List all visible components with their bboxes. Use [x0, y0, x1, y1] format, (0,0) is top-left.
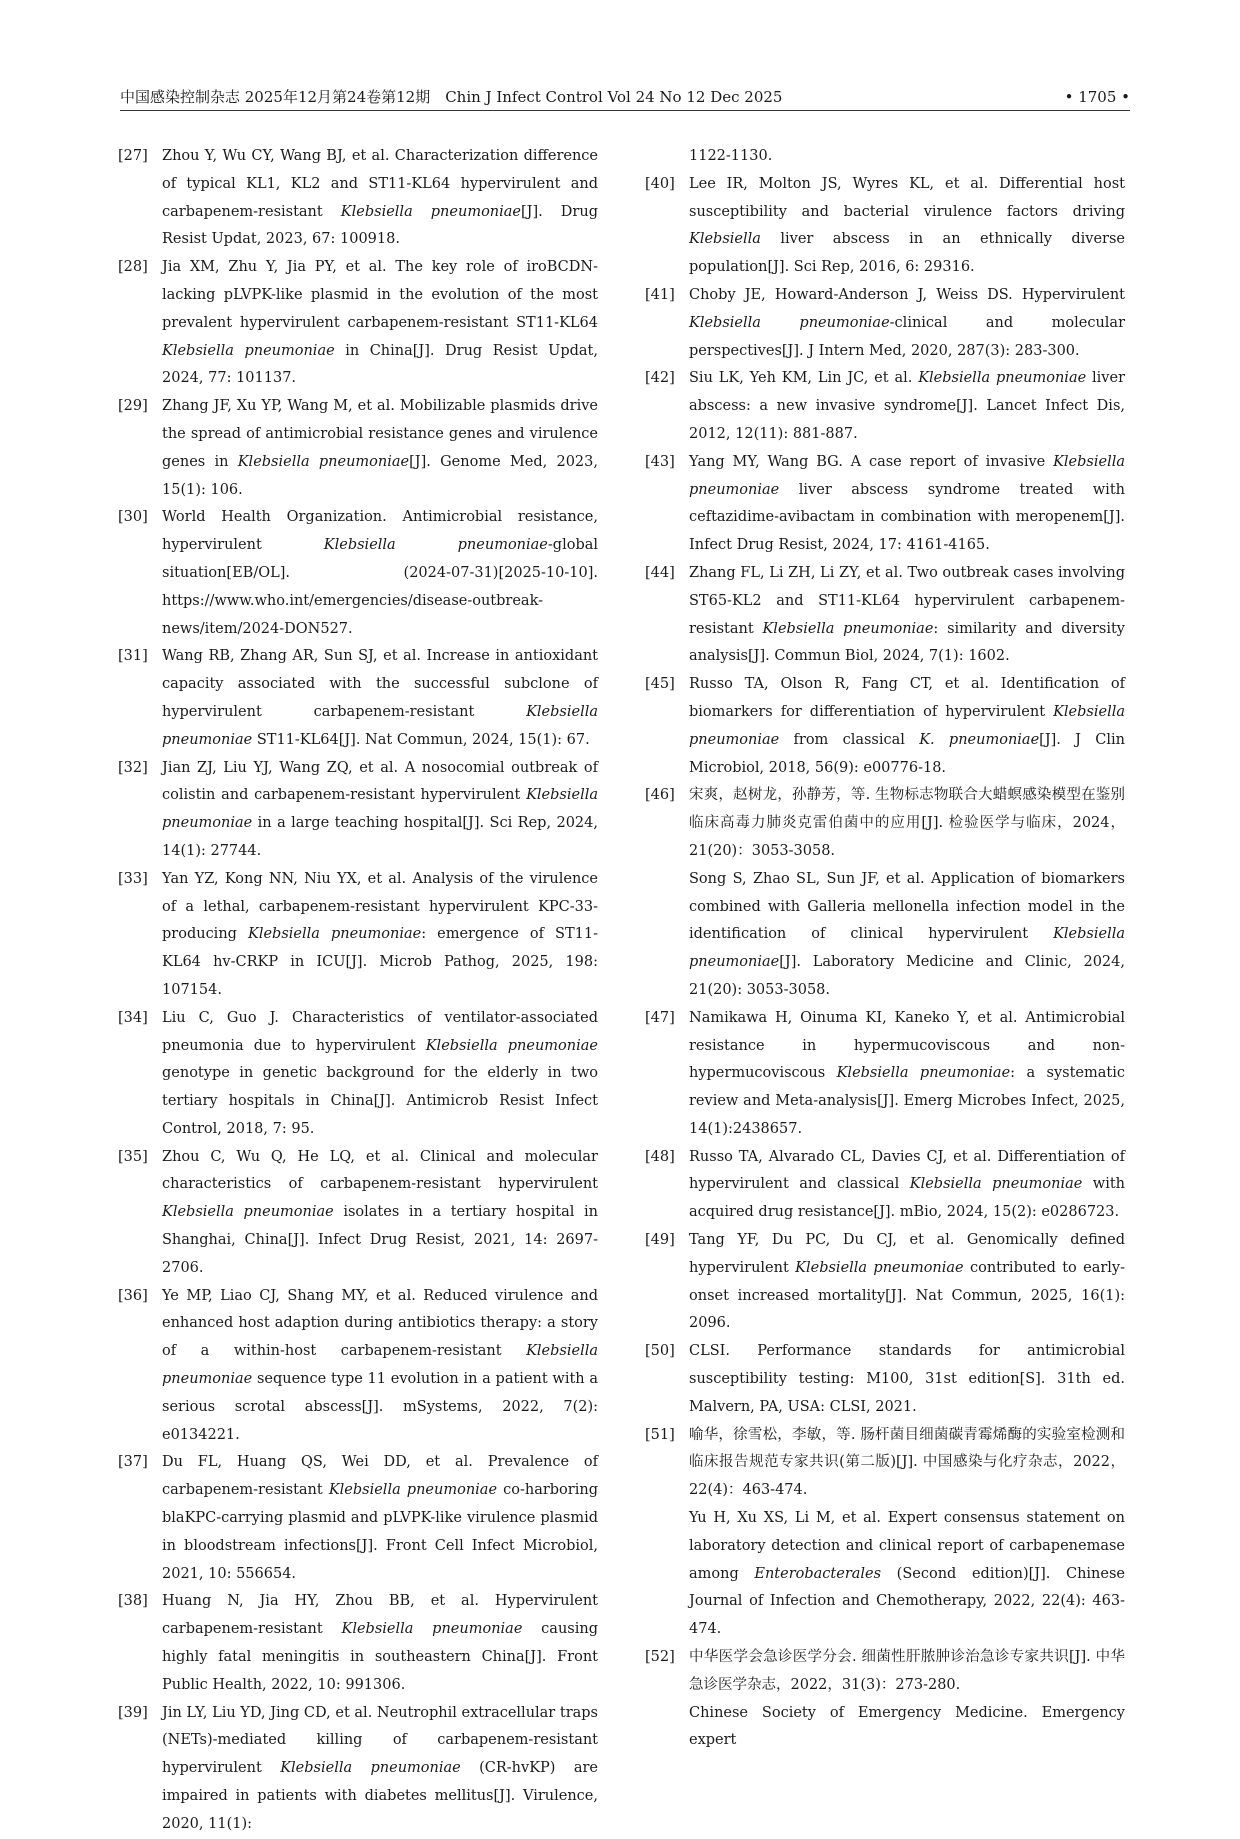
reference-number: [48] — [645, 1148, 675, 1165]
reference-number: [42] — [645, 370, 675, 387]
reference-fragment: Zhang JF, Xu YP, Wang M, et al. Mobilizable plasmids drive the spread of antimicrobial resistance genes and virulence genes in — [162, 398, 598, 470]
reference-fragment: Zhou Y, Wu CY, Wang BJ, et al. Characterization difference of typical KL1, KL2 and ST11-KL64 hypervirulent and carbapenem-resistant — [162, 148, 598, 220]
species-name: Klebsiella pneumoniae — [689, 453, 1125, 498]
reference-text — [162, 1283, 598, 1450]
reference-text — [689, 365, 1125, 448]
reference-fragment: 1122-1130. — [689, 148, 773, 164]
reference-text — [689, 171, 1125, 282]
species-name: Klebsiella — [689, 231, 761, 248]
reference-entry — [645, 365, 1125, 448]
reference-text — [689, 1505, 1125, 1644]
reference-fragment: Russo TA, Olson R, Fang CT, et al. Identification of biomarkers for differentiation of hypervirulent — [689, 676, 1125, 720]
reference-entry — [645, 449, 1125, 560]
reference-number: [49] — [645, 1232, 675, 1249]
reference-entry — [645, 1644, 1125, 1700]
reference-entry — [645, 1227, 1125, 1338]
reference-fragment: contributed to early-onset increased mortality[J]. Nat Commun, 2025, 16(1): 2096. — [689, 1259, 1125, 1332]
reference-text — [689, 560, 1125, 671]
reference-entry — [645, 171, 1125, 282]
reference-fragment: with acquired drug resistance[J]. mBio, 2024, 15(2): e0286723. — [689, 1176, 1126, 1221]
reference-number: [50] — [645, 1343, 675, 1360]
reference-fragment: Namikawa H, Oinuma KI, Kaneko Y, et al. Antimicrobial resistance in hypermucoviscous and non-hypermucoviscous — [689, 1009, 1125, 1082]
reference-fragment: : a systematic review and Meta-analysis[J]. Emerg Microbes Infect, 2025, 14(1):2438657. — [689, 1065, 1125, 1137]
page-number: • 1705 • — [1064, 88, 1130, 106]
reference-text — [162, 1005, 598, 1144]
reference-fragment: Song S, Zhao SL, Sun JF, et al. Application of biomarkers combined with Galleria mellonella infection model in the identification of clinical hypervirulent — [689, 870, 1125, 943]
reference-fragment: Lee IR, Molton JS, Wyres KL, et al. Differential host susceptibility and bacterial virulence factors driving — [689, 175, 1125, 220]
reference-entry — [118, 1283, 598, 1450]
reference-text — [162, 143, 598, 254]
reference-column-right — [645, 143, 1125, 1755]
reference-entry — [118, 1005, 598, 1144]
species-name: Klebsiella pneumoniae — [248, 926, 422, 943]
species-name: Klebsiella pneumoniae — [162, 703, 598, 748]
species-name: Klebsiella pneumoniae — [328, 1482, 498, 1499]
reference-fragment: liver abscess syndrome treated with ceftazidime-avibactam in combination with meropenem[J]. Infect Drug Resist, 2024, 17: 4161-4165. — [689, 481, 1125, 554]
reference-number: [52] — [645, 1649, 675, 1666]
species-name: Klebsiella pneumoniae — [795, 1259, 964, 1276]
species-name: Klebsiella pneumoniae — [162, 1343, 598, 1388]
reference-fragment: liver abscess: a new invasive syndrome[J]. Lancet Infect Dis, 2012, 12(11): 881-887. — [689, 370, 1125, 442]
reference-fragment: [J]. Drug Resist Updat, 2023, 67: 100918. — [162, 203, 598, 248]
reference-fragment: in China[J]. Drug Resist Updat, 2024, 77: 101137. — [162, 342, 598, 387]
reference-fragment: Jin LY, Liu YD, Jing CD, et al. Neutrophil extracellular traps (NETs)-mediated killing of carbapenem-resistant hypervirulent — [162, 1704, 598, 1777]
reference-entry — [118, 755, 598, 866]
reference-entry — [118, 254, 598, 393]
reference-entry — [645, 1422, 1125, 1505]
species-name: Klebsiella pneumoniae — [689, 314, 890, 331]
reference-entry — [118, 504, 598, 643]
species-name: Klebsiella pneumoniae — [162, 342, 335, 359]
species-name: Klebsiella pneumoniae — [341, 1621, 523, 1638]
reference-fragment: World Health Organization. Antimicrobial resistance, hypervirulent — [162, 509, 598, 554]
reference-text — [689, 1700, 1125, 1756]
reference-fragment: in a large teaching hospital[J]. Sci Rep, 2024, 14(1): 27744. — [162, 815, 598, 859]
reference-text — [162, 254, 598, 393]
reference-fragment: Russo TA, Alvarado CL, Davies CJ, et al. Differentiation of hypervirulent and classical — [689, 1148, 1125, 1193]
reference-text — [162, 1700, 598, 1839]
reference-fragment: Liu C, Guo J. Characteristics of ventilator-associated pneumonia due to hypervirulent — [162, 1009, 598, 1054]
reference-text — [689, 866, 1125, 1005]
reference-number: [32] — [118, 759, 148, 776]
species-name: Enterobacterales — [754, 1565, 882, 1582]
reference-number: [44] — [645, 564, 675, 581]
reference-entry — [645, 671, 1125, 782]
reference-text — [689, 1005, 1125, 1144]
reference-fragment: (CR-hvKP) are impaired in patients with diabetes mellitus[J]. Virulence, 2020, 11(1): — [162, 1760, 599, 1832]
reference-fragment: -clinical and molecular perspectives[J]. J Intern Med, 2020, 287(3): 283-300. — [689, 314, 1125, 359]
reference-text — [689, 1144, 1125, 1227]
reference-entry — [645, 282, 1125, 365]
reference-number: [27] — [118, 148, 148, 164]
reference-text — [162, 1144, 598, 1283]
reference-fragment: Yan YZ, Kong NN, Niu YX, et al. Analysis of the virulence of a lethal, carbapenem-resistant hypervirulent KPC-33-producing — [162, 870, 598, 943]
reference-entry — [118, 143, 598, 254]
reference-text — [689, 1644, 1125, 1700]
reference-continuation — [645, 866, 1125, 1005]
reference-fragment: : emergence of ST11-KL64 hv-CRKP in ICU[J]. Microb Pathog, 2025, 198: 107154. — [162, 926, 599, 998]
reference-text — [162, 866, 598, 1005]
reference-fragment: (Second edition)[J]. Chinese Journal of Infection and Chemotherapy, 2022, 22(4): 463-474. — [689, 1565, 1125, 1638]
reference-fragment: 中华医学会急诊医学分会. 细菌性肝脓肿诊治急诊专家共识[J]. 中华急诊医学杂志，2022，31(3)：273-280. — [689, 1649, 1125, 1693]
reference-text — [162, 504, 598, 643]
reference-number: [36] — [118, 1287, 148, 1304]
reference-text — [689, 143, 1125, 171]
reference-fragment: Wang RB, Zhang AR, Sun SJ, et al. Increase in antioxidant capacity associated with the successful subclone of hypervirulent carbapenem-resistant — [162, 648, 598, 720]
reference-text — [162, 643, 598, 754]
reference-number: [29] — [118, 398, 148, 415]
reference-text — [689, 1227, 1125, 1338]
reference-fragment: Chinese Society of Emergency Medicine. Emergency expert — [689, 1704, 1125, 1749]
reference-entry — [118, 1449, 598, 1588]
species-name: Klebsiella pneumoniae — [689, 703, 1125, 748]
species-name: Klebsiella pneumoniae — [340, 203, 521, 220]
reference-number: [47] — [645, 1009, 675, 1026]
reference-fragment: co-harboring blaKPC-carrying plasmid and pLVPK-like virulence plasmid in bloodstream infections[J]. Front Cell Infect Microbiol, 2021, 10: 556654. — [162, 1482, 598, 1582]
reference-text — [689, 782, 1125, 865]
reference-number: [38] — [118, 1593, 148, 1610]
reference-fragment: 宋爽，赵树龙，孙静芳，等. 生物标志物联合大蜡螟感染模型在鉴别临床高毒力肺炎克雷伯菌中的应用[J]. 检验医学与临床，2024，21(20)：3053-3058. — [689, 787, 1125, 859]
reference-number: [40] — [645, 175, 675, 192]
reference-entry — [645, 1005, 1125, 1144]
journal-citation: 中国感染控制杂志 2025年12月第24卷第12期 Chin J Infect Control Vol 24 No 12 Dec 2025 — [120, 88, 783, 106]
reference-text — [689, 282, 1125, 365]
reference-text — [162, 755, 598, 866]
reference-entry — [118, 643, 598, 754]
reference-entry — [118, 1144, 598, 1283]
reference-number: [30] — [118, 509, 148, 526]
reference-text — [162, 1449, 598, 1588]
reference-fragment: Zhou C, Wu Q, He LQ, et al. Clinical and molecular characteristics of carbapenem-resistant hypervirulent — [162, 1148, 598, 1193]
reference-number: [51] — [645, 1426, 675, 1443]
species-name: Klebsiella pneumoniae — [689, 926, 1125, 971]
reference-fragment: Jian ZJ, Liu YJ, Wang ZQ, et al. A nosocomial outbreak of colistin and carbapenem-resistant hypervirulent — [162, 759, 598, 804]
reference-fragment: Jia XM, Zhu Y, Jia PY, et al. The key role of iroBCDN-lacking pLVPK-like plasmid in the evolution of the most prevalent hypervirulent carbapenem-resistant ST11-KL64 — [162, 259, 598, 331]
species-name: Klebsiella pneumoniae — [762, 620, 934, 637]
reference-fragment: genotype in genetic background for the elderly in two tertiary hospitals in China[J]. Antimicrob Resist Infect Control, 2018, 7: 95. — [162, 1065, 598, 1137]
reference-fragment: Tang YF, Du PC, Du CJ, et al. Genomically defined hypervirulent — [689, 1232, 1125, 1276]
reference-fragment: [J]. Laboratory Medicine and Clinic, 2024, 21(20): 3053-3058. — [689, 954, 1125, 998]
reference-fragment: [J]. J Clin Microbiol, 2018, 56(9): e00776-18. — [689, 731, 1125, 776]
reference-entry — [645, 1144, 1125, 1227]
reference-entry — [645, 560, 1125, 671]
reference-number: [31] — [118, 648, 148, 665]
reference-fragment: : similarity and diversity analysis[J]. Commun Biol, 2024, 7(1): 1602. — [689, 620, 1125, 665]
reference-fragment: Huang N, Jia HY, Zhou BB, et al. Hypervirulent carbapenem-resistant — [162, 1593, 598, 1638]
reference-entry — [118, 393, 598, 504]
reference-fragment: Ye MP, Liao CJ, Shang MY, et al. Reduced virulence and enhanced host adaption during antibiotics therapy: a story of a within-host carbapenem-resistant — [162, 1287, 598, 1360]
species-name: K. pneumoniae — [919, 731, 1040, 748]
reference-fragment: -global situation[EB/OL]. (2024-07-31)[2025-10-10]. https://www.who.int/emergencies/disease-outbreak-news/item/2024-DON527. — [162, 537, 599, 637]
reference-number: [41] — [645, 286, 675, 303]
reference-number: [37] — [118, 1454, 148, 1471]
reference-number: [35] — [118, 1148, 148, 1165]
species-name: Klebsiella pneumoniae — [836, 1065, 1011, 1082]
reference-fragment: Yang MY, Wang BG. A case report of invasive — [689, 453, 1054, 470]
reference-text — [162, 393, 598, 504]
reference-fragment: ST11-KL64[J]. Nat Commun, 2024, 15(1): 67. — [252, 731, 590, 748]
reference-fragment: Du FL, Huang QS, Wei DD, et al. Prevalence of carbapenem-resistant — [162, 1454, 598, 1499]
species-name: Klebsiella pneumoniae — [425, 1037, 598, 1054]
reference-number: [33] — [118, 870, 148, 887]
reference-text — [162, 1588, 598, 1699]
reference-entry — [118, 1700, 598, 1839]
reference-fragment: causing highly fatal meningitis in southeastern China[J]. Front Public Health, 2022, 10: 991306. — [162, 1621, 598, 1693]
species-name: Klebsiella pneumoniae — [909, 1176, 1083, 1193]
reference-fragment: Siu LK, Yeh KM, Lin JC, et al. — [689, 370, 919, 387]
reference-entry — [118, 866, 598, 1005]
reference-number: [39] — [118, 1704, 148, 1721]
reference-text — [689, 1422, 1125, 1505]
reference-fragment: CLSI. Performance standards for antimicrobial susceptibility testing: M100, 31st edition[S]. 31th ed. Malvern, PA, USA: CLSI, 2021. — [689, 1343, 1125, 1415]
reference-text — [689, 449, 1125, 560]
reference-entry — [645, 1338, 1125, 1421]
reference-text — [689, 1338, 1125, 1421]
reference-entry — [118, 1588, 598, 1699]
reference-continuation — [645, 143, 1125, 171]
reference-column-left — [118, 143, 598, 1839]
species-name: Klebsiella pneumoniae — [162, 787, 598, 832]
reference-number: [45] — [645, 676, 675, 693]
reference-continuation — [645, 1700, 1125, 1756]
reference-text — [689, 671, 1125, 782]
species-name: Klebsiella pneumoniae — [237, 453, 410, 470]
reference-number: [34] — [118, 1009, 148, 1026]
reference-fragment: liver abscess in an ethnically diverse population[J]. Sci Rep, 2016, 6: 29316. — [689, 231, 1125, 276]
reference-fragment: from classical — [779, 731, 920, 748]
reference-number: [28] — [118, 259, 148, 276]
reference-fragment: Yu H, Xu XS, Li M, et al. Expert consensus statement on laboratory detection and clinical report of carbapenemase among — [689, 1510, 1125, 1582]
species-name: Klebsiella pneumoniae — [323, 537, 548, 554]
reference-fragment: sequence type 11 evolution in a patient with a serious scrotal abscess[J]. mSystems, 2022, 7(2): e0134221. — [162, 1371, 598, 1443]
reference-fragment: Choby JE, Howard-Anderson J, Weiss DS. Hypervirulent — [689, 286, 1125, 303]
reference-number: [43] — [645, 453, 675, 470]
reference-fragment: Zhang FL, Li ZH, Li ZY, et al. Two outbreak cases involving ST65-KL2 and ST11-KL64 hypervirulent carbapenem-resistant — [689, 564, 1125, 637]
species-name: Klebsiella pneumoniae — [918, 370, 1087, 387]
species-name: Klebsiella pneumoniae — [280, 1760, 461, 1777]
running-header — [120, 84, 1130, 111]
reference-fragment: isolates in a tertiary hospital in Shanghai, China[J]. Infect Drug Resist, 2021, 14: 2697-2706. — [162, 1204, 598, 1276]
reference-number: [46] — [645, 787, 675, 804]
reference-entry — [645, 782, 1125, 865]
reference-continuation — [645, 1505, 1125, 1644]
reference-fragment: [J]. Genome Med, 2023, 15(1): 106. — [162, 453, 598, 498]
reference-fragment: 喻华，徐雪松，李敏，等. 肠杆菌目细菌碳青霉烯酶的实验室检测和临床报告规范专家共识(第二版)[J]. 中国感染与化疗杂志，2022，22(4)：463-474. — [689, 1426, 1125, 1499]
species-name: Klebsiella pneumoniae — [162, 1204, 334, 1221]
